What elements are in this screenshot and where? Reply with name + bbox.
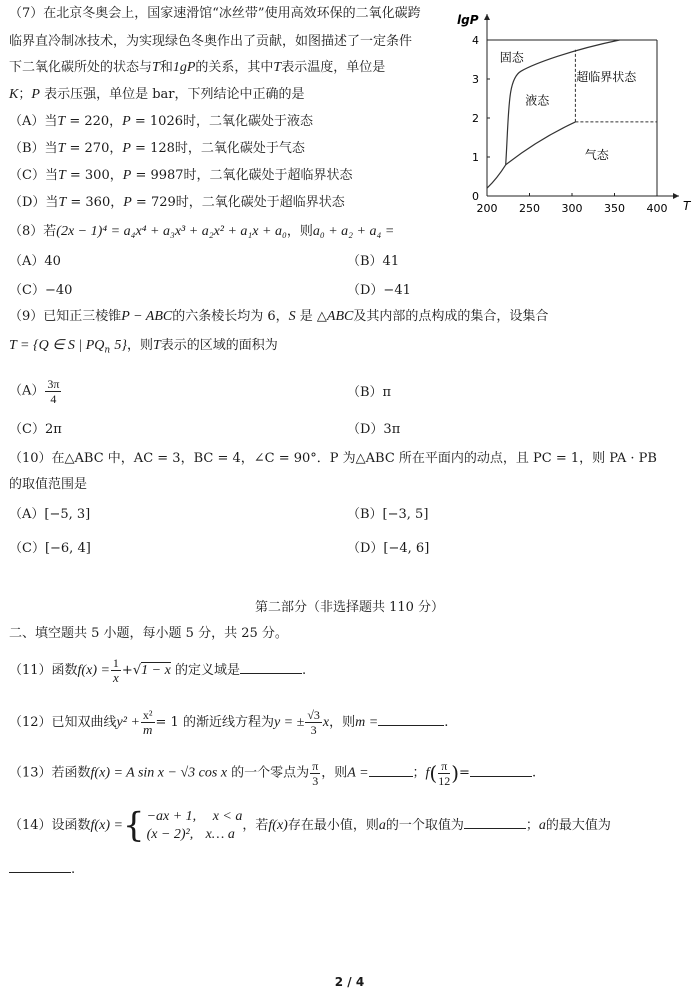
region-solid-label: 固态	[499, 50, 524, 65]
q14-answer-blank-2[interactable]	[9, 860, 71, 873]
q9-option-d: （D）3π	[347, 422, 401, 437]
y-tick-label: 2	[472, 112, 479, 125]
q10-line-2: 的取值范围是	[9, 477, 88, 492]
region-liquid-label: 液态	[525, 93, 550, 108]
q9-option-c: （C）2π	[9, 422, 62, 437]
q8-option-b: （B）41	[347, 254, 400, 269]
q7-line-1: （7）在北京冬奥会上，国家速滑馆“冰丝带”使用高效环保的二氧化碳跨	[9, 6, 421, 21]
q13-answer-blank-1[interactable]	[369, 764, 413, 777]
page-number: 2 / 4	[334, 975, 365, 989]
q9-line-1: （9）已知正三棱锥P − ABC的六条棱长均为 6，S 是 △ABC及其内部的点构成的集合，设集合	[9, 309, 549, 324]
x-axis-arrow	[673, 193, 679, 199]
q14-line-2: .	[9, 860, 75, 880]
phase-diagram-chart	[455, 2, 695, 222]
q11: （11）函数f(x) = $\frac{1}{x}+√1 - x$ 的定义域是 .	[9, 656, 307, 685]
q12: （12）已知双曲线y² + $\frac{\text{x²}}{m}= 1$ 的渐近线方程为y = ± $\frac{√3}{3}$ x，则m = .	[9, 708, 449, 737]
q7-option-a: （A）当T = 220，P = 1026时，二氧化碳处于液态	[9, 114, 313, 129]
q9-option-a: （A） $\frac{3\pi}{4}$	[9, 377, 60, 406]
x-tick-label: 250	[519, 202, 540, 215]
y-tick-label: 0	[472, 190, 479, 203]
y-axis-arrow	[484, 14, 490, 20]
q7-option-b: （B）当T = 270，P = 128时，二氧化碳处于气态	[9, 141, 305, 156]
part2-title: 第二部分（非选择题共 110 分）	[254, 600, 445, 615]
q7-option-d: （D）当T = 360，P = 729时，二氧化碳处于超临界状态	[9, 195, 345, 210]
q10-option-a: （A）[−5, 3]	[9, 507, 91, 522]
q9-line-2: T = {Q ∈ S | $PQ_n$ 5}，则T表示的区域的面积为	[9, 338, 278, 356]
q10-option-d: （D）[−4, 6]	[347, 541, 430, 556]
y-axis-label: lgP	[457, 13, 479, 27]
q11-answer-blank[interactable]	[240, 661, 302, 674]
x-tick-label: 400	[646, 202, 668, 215]
x-tick-label: 200	[476, 202, 498, 215]
q8-option-a: （A）40	[9, 254, 61, 269]
region-supercritical-label: 超临界状态	[576, 69, 637, 84]
x-tick-label: 350	[604, 202, 625, 215]
q13-answer-blank-2[interactable]	[470, 764, 532, 777]
q9-option-b: （B）π	[347, 385, 392, 400]
q14: （14）设函数f(x) ={ −ax + 1, x < a (x − 2)², x… a ，若f(x)存在最小值，则a的一个取值为 ；a的最大值为	[9, 805, 611, 846]
y-tick-label: 3	[472, 73, 479, 86]
x-tick-label: 300	[561, 202, 583, 215]
q7-line-2: 临界直冷制冰技术，为实现绿色冬奥作出了贡献，如图描述了一定条件	[9, 34, 413, 49]
curve-solid-gas	[487, 165, 506, 188]
q10-option-b: （B）[−3, 5]	[347, 507, 429, 522]
x-axis-label: T	[683, 199, 691, 213]
q8-stem: （8）若(2x − 1)⁴ = a₄x⁴ + a₃x³ + a₂x² + a₁x + a₀，则a₀ + a₂ + a₄ =	[9, 224, 395, 239]
y-tick-label: 1	[472, 151, 479, 164]
part2-section: 二、填空题共 5 小题，每小题 5 分，共 25 分。	[9, 626, 288, 641]
q14-answer-blank-1[interactable]	[464, 816, 526, 829]
y-tick-label: 4	[472, 34, 479, 47]
q7-option-c: （C）当T = 300，P = 9987时，二氧化碳处于超临界状态	[9, 168, 353, 183]
q8-option-d: （D）−41	[347, 283, 411, 298]
q12-answer-blank[interactable]	[378, 713, 444, 726]
q7-line-4: K；P 表示压强，单位是 bar，下列结论中正确的是	[9, 87, 305, 102]
curve-liquid-gas	[506, 122, 576, 165]
region-gas-label: 气态	[584, 147, 609, 162]
q7-line-3: 下二氧化碳所处的状态与T和1gP的关系，其中T表示温度，单位是	[9, 60, 386, 75]
q8-option-c: （C）−40	[9, 283, 73, 298]
q10-line-1: （10）在△ABC 中，AC = 3，BC = 4，∠C = 90°．P 为△ABC 所在平面内的动点，且 PC = 1，则 PA · PB	[9, 451, 657, 466]
q10-option-c: （C）[−6, 4]	[9, 541, 91, 556]
q13: （13）若函数f(x) = A sin x − √3 cos x 的一个零点为 $\frac{\pi}{3}$ ，则A = ；f( $\frac{\pi}{12}$ )= .	[9, 758, 537, 788]
